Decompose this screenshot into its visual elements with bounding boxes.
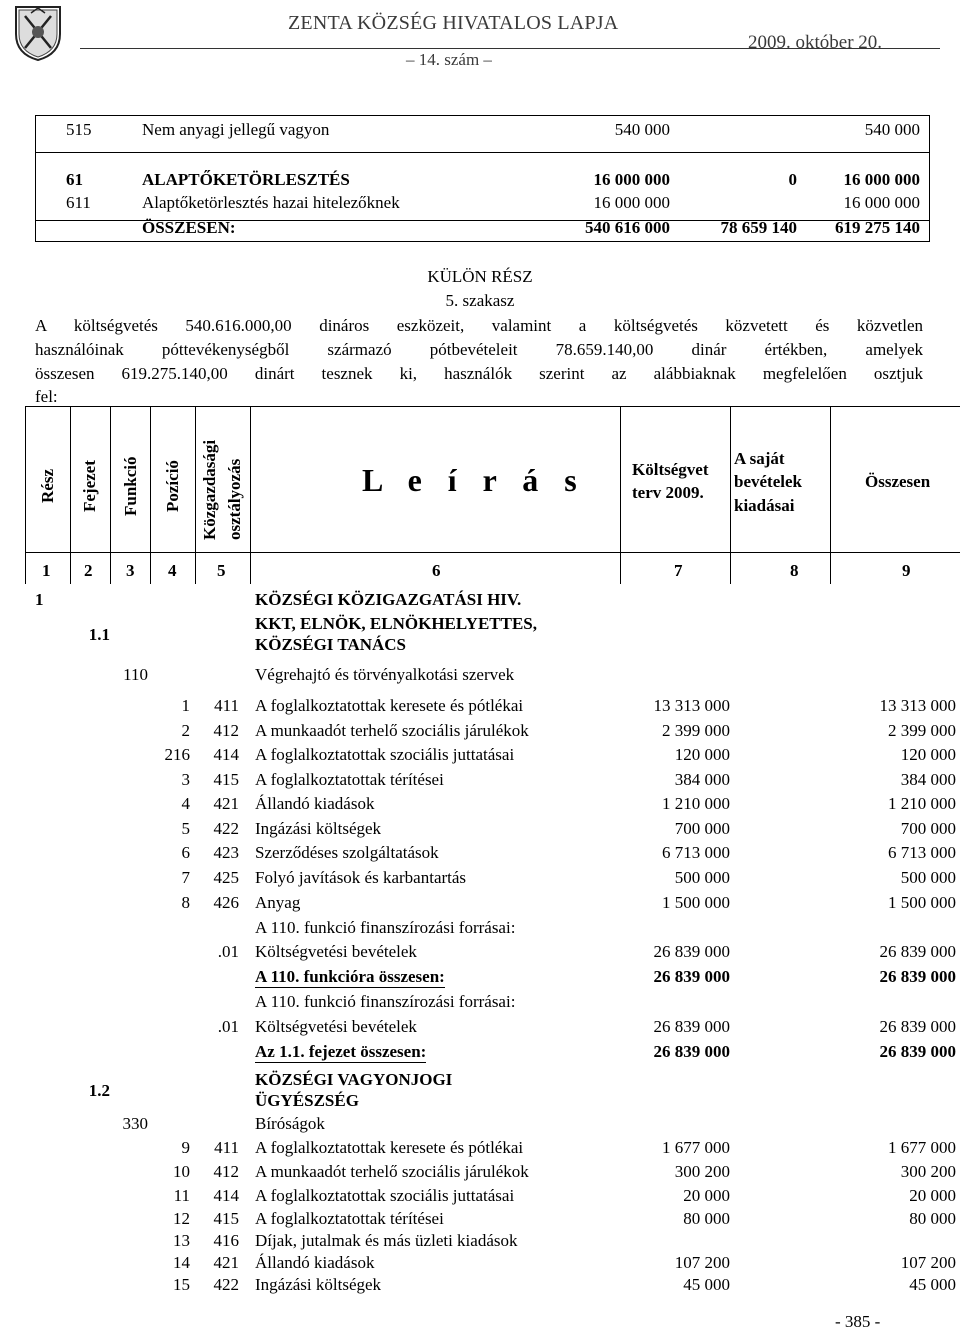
cell-plan: 45 000 — [683, 1275, 730, 1294]
cell-leiras: Állandó kiadások — [255, 794, 375, 813]
cell-total: 6 713 000 — [888, 843, 956, 862]
table-row — [0, 1231, 960, 1255]
col-header-koltsegvet-2: terv 2009. — [632, 483, 704, 502]
cell-kozgazdasagi: 411 — [214, 696, 239, 715]
table-row — [0, 819, 960, 843]
cell-leiras: Végrehajtó és törvényalkotási szervek — [255, 665, 515, 684]
cell-fejezet: 1.2 — [88, 1081, 110, 1100]
cell-plan: 700 000 — [674, 819, 730, 838]
summary-desc: Alaptőketörlesztés hazai hitelezőknek — [142, 193, 400, 212]
cell-leiras-2: KÖZSÉGI TANÁCS — [255, 635, 406, 654]
cell-pozicio: 15 — [173, 1275, 190, 1294]
cell-leiras: Költségvetési bevételek — [255, 942, 417, 961]
table-row — [0, 1253, 960, 1277]
cell-plan: 80 000 — [683, 1209, 730, 1228]
col-header-koltsegvet-1: Költségvet — [632, 460, 709, 479]
col-number-8: 8 — [790, 561, 799, 580]
cell-leiras: Állandó kiadások — [255, 1253, 375, 1272]
cell-total: 26 839 000 — [879, 967, 956, 986]
table-row — [0, 1162, 960, 1186]
cell-plan: 500 000 — [674, 868, 730, 887]
summary-plan: 540 000 — [614, 120, 670, 139]
cell-total: 1 500 000 — [888, 893, 956, 912]
cell-resz: 1 — [35, 590, 44, 609]
cell-leiras: KKT, ELNÖK, ELNÖKHELYETTES, — [255, 614, 538, 633]
cell-leiras: Költségvetési bevételek — [255, 1017, 417, 1036]
cell-plan: 300 200 — [674, 1162, 730, 1181]
col-header-sajat-3: kiadásai — [734, 496, 795, 515]
cell-pozicio: 5 — [181, 819, 190, 838]
table-row — [0, 1042, 960, 1066]
cell-total: 26 839 000 — [879, 1042, 956, 1061]
col-number-9: 9 — [902, 561, 911, 580]
cell-kozgazdasagi: 412 — [213, 1162, 239, 1181]
cell-leiras: A foglalkoztatottak keresete és pótlékai — [255, 1138, 524, 1157]
section-title: KÜLÖN RÉSZ — [427, 267, 533, 286]
cell-plan: 1 677 000 — [662, 1138, 730, 1157]
cell-plan: 26 839 000 — [653, 967, 730, 986]
cell-plan: 107 200 — [674, 1253, 730, 1272]
cell-kozgazdasagi: 421 — [213, 794, 239, 813]
cell-kozgazdasagi: 416 — [213, 1231, 239, 1250]
cell-leiras: KÖZSÉGI KÖZIGAZGATÁSI HIV. — [255, 590, 522, 609]
col-header-funkcio: Funkció — [121, 456, 140, 516]
cell-leiras: Díjak, jutalmak és más üzleti kiadások — [255, 1231, 518, 1250]
cell-kozgazdasagi: 425 — [213, 868, 239, 887]
cell-leiras: A 110. funkció finanszírozási forrásai: — [255, 918, 516, 937]
col-number-5: 5 — [217, 561, 226, 580]
cell-leiras: A munkaadót terhelő szociális járulékok — [255, 1162, 529, 1181]
cell-leiras: Ingázási költségek — [255, 1275, 382, 1294]
cell-pozicio: 11 — [173, 1186, 190, 1205]
col-header-resz: Rész — [38, 469, 57, 503]
table-row — [0, 992, 960, 1016]
table-row — [0, 745, 960, 769]
cell-total: 700 000 — [900, 819, 956, 838]
summary-code: 515 — [66, 120, 92, 139]
cell-leiras: A foglalkoztatottak szociális juttatásai — [255, 1186, 515, 1205]
table-row — [0, 868, 960, 892]
cell-kozgazdasagi: 415 — [213, 1209, 239, 1228]
cell-leiras-2: ÜGYÉSZSÉG — [255, 1091, 359, 1110]
table-row — [0, 1138, 960, 1162]
col-number-7: 7 — [674, 561, 683, 580]
cell-funkcio: 110 — [123, 665, 148, 684]
cell-leiras: Bíróságok — [255, 1114, 325, 1133]
cell-total: 107 200 — [900, 1253, 956, 1272]
table-row — [0, 614, 960, 654]
table-row — [0, 942, 960, 966]
cell-plan: 6 713 000 — [662, 843, 730, 862]
cell-total: 500 000 — [900, 868, 956, 887]
paragraph-line-4: fel: — [35, 387, 58, 406]
table-row — [0, 1275, 960, 1299]
paragraph-line-3: összesen 619.275.140,00 dinárt tesznek ki, használók szerint az alábbiaknak megfelelően osztjuk — [35, 364, 923, 383]
cell-total: 2 399 000 — [888, 721, 956, 740]
cell-plan: 26 839 000 — [653, 1017, 730, 1036]
cell-plan: 13 313 000 — [653, 696, 730, 715]
table-row — [0, 696, 960, 720]
table-row — [0, 918, 960, 942]
summary-desc: ALAPTŐKETÖRLESZTÉS — [142, 170, 350, 189]
cell-kozgazdasagi: 422 — [213, 819, 239, 838]
table-row — [0, 794, 960, 818]
col-header-osszesen: Összesen — [865, 472, 931, 491]
summary-own: 0 — [788, 170, 797, 189]
cell-kozgazdasagi: 414 — [213, 1186, 239, 1205]
cell-pozicio: 10 — [173, 1162, 190, 1181]
cell-leiras: Az 1.1. fejezet összesen: — [255, 1042, 427, 1061]
table-row — [0, 1070, 960, 1110]
cell-pozicio: 14 — [173, 1253, 190, 1272]
table-row — [0, 967, 960, 991]
cell-pozicio: 12 — [173, 1209, 190, 1228]
summary-desc: Nem anyagi jellegű vagyon — [142, 120, 330, 139]
table-row — [0, 1209, 960, 1233]
cell-kozgazdasagi: 422 — [213, 1275, 239, 1294]
cell-leiras: A foglalkoztatottak keresete és pótlékai — [255, 696, 524, 715]
col-header-pozicio: Pozíció — [163, 460, 182, 512]
summary-desc: ÖSSZESEN: — [142, 218, 236, 237]
summary-code: 611 — [66, 193, 91, 212]
issue-date: 2009. október 20. — [748, 32, 883, 53]
cell-leiras: A foglalkoztatottak szociális juttatásai — [255, 745, 515, 764]
cell-total: 300 200 — [900, 1162, 956, 1181]
cell-kozgazdasagi: .01 — [217, 942, 239, 961]
cell-total: 20 000 — [909, 1186, 956, 1205]
cell-plan: 2 399 000 — [662, 721, 730, 740]
cell-pozicio: 1 — [181, 696, 190, 715]
cell-total: 1 210 000 — [888, 794, 956, 813]
col-number-2: 2 — [84, 561, 93, 580]
cell-kozgazdasagi: .01 — [217, 1017, 239, 1036]
cell-kozgazdasagi: 421 — [213, 1253, 239, 1272]
section-subtitle: 5. szakasz — [445, 291, 515, 310]
paragraph-line-2: használóinak póttevékenységből származó pótbevételeit 78.659.140,00 dinár értékben, amelyek — [35, 340, 923, 359]
summary-total: 16 000 000 — [843, 193, 920, 212]
cell-leiras: KÖZSÉGI VAGYONJOGI — [255, 1070, 453, 1089]
cell-plan: 26 839 000 — [653, 1042, 730, 1061]
cell-total: 45 000 — [909, 1275, 956, 1294]
summary-own: 78 659 140 — [720, 218, 797, 237]
cell-plan: 1 500 000 — [662, 893, 730, 912]
summary-plan: 540 616 000 — [585, 218, 670, 237]
cell-kozgazdasagi: 414 — [213, 745, 239, 764]
col-header-osztalyozas: osztályozás — [225, 458, 244, 540]
cell-total: 384 000 — [900, 770, 956, 789]
cell-pozicio: 3 — [181, 770, 190, 789]
table-row — [0, 1186, 960, 1210]
col-number-1: 1 — [42, 561, 51, 580]
table-row — [0, 1017, 960, 1041]
col-header-leiras: L e í r á s — [362, 462, 586, 498]
col-header-fejezet: Fejezet — [80, 460, 99, 512]
cell-total: 13 313 000 — [879, 696, 956, 715]
cell-kozgazdasagi: 423 — [213, 843, 239, 862]
page-number: - 385 - — [835, 1312, 881, 1331]
summary-plan: 16 000 000 — [593, 193, 670, 212]
cell-funkcio: 330 — [122, 1114, 148, 1133]
col-header-sajat-2: bevételek — [734, 472, 802, 491]
cell-leiras: Anyag — [255, 893, 301, 912]
col-number-3: 3 — [126, 561, 135, 580]
cell-total: 80 000 — [909, 1209, 956, 1228]
header-divider — [25, 552, 960, 553]
cell-leiras: A foglalkoztatottak térítései — [255, 770, 444, 789]
cell-plan: 120 000 — [674, 745, 730, 764]
table-row — [0, 893, 960, 917]
cell-kozgazdasagi: 412 — [213, 721, 239, 740]
table-row — [0, 770, 960, 794]
col-number-4: 4 — [168, 561, 177, 580]
cell-total: 120 000 — [900, 745, 956, 764]
cell-plan: 26 839 000 — [653, 942, 730, 961]
table-row — [0, 1114, 960, 1138]
cell-total: 26 839 000 — [879, 942, 956, 961]
summary-plan: 16 000 000 — [593, 170, 670, 189]
cell-plan: 20 000 — [683, 1186, 730, 1205]
cell-fejezet: 1.1 — [88, 625, 110, 644]
cell-leiras: Szerződéses szolgáltatások — [255, 843, 439, 862]
col-header-kozgazdasagi: Közgazdasági — [200, 439, 219, 540]
cell-plan: 1 210 000 — [662, 794, 730, 813]
gazette-title: ZENTA KÖZSÉG HIVATALOS LAPJA — [288, 12, 619, 34]
cell-pozicio: 8 — [181, 893, 190, 912]
cell-leiras: A foglalkoztatottak térítései — [255, 1209, 444, 1228]
table-row — [0, 721, 960, 745]
cell-pozicio: 2 — [181, 721, 190, 740]
summary-total: 619 275 140 — [835, 218, 920, 237]
cell-leiras: Folyó javítások és karbantartás — [255, 868, 467, 887]
cell-total: 26 839 000 — [879, 1017, 956, 1036]
cell-pozicio: 9 — [181, 1138, 190, 1157]
cell-pozicio: 6 — [181, 843, 190, 862]
summary-total: 16 000 000 — [843, 170, 920, 189]
table-row — [0, 665, 960, 689]
cell-total: 1 677 000 — [888, 1138, 956, 1157]
table-row — [0, 590, 960, 614]
table-row — [0, 843, 960, 867]
cell-leiras: Ingázási költségek — [255, 819, 382, 838]
cell-pozicio: 13 — [173, 1231, 190, 1250]
issue-number: – 14. szám – — [406, 50, 492, 69]
coat-of-arms-logo — [13, 4, 63, 62]
cell-leiras: A 110. funkció finanszírozási forrásai: — [255, 992, 516, 1011]
cell-leiras: A munkaadót terhelő szociális járulékok — [255, 721, 529, 740]
col-header-sajat-1: A saját — [734, 449, 785, 468]
summary-total: 540 000 — [864, 120, 920, 139]
cell-pozicio: 7 — [181, 868, 190, 887]
cell-kozgazdasagi: 426 — [213, 893, 239, 912]
summary-code: 61 — [66, 170, 83, 189]
cell-kozgazdasagi: 415 — [213, 770, 239, 789]
col-number-6: 6 — [432, 561, 441, 580]
cell-kozgazdasagi: 411 — [214, 1138, 239, 1157]
cell-pozicio: 4 — [181, 794, 190, 813]
paragraph-line-1: A költségvetés 540.616.000,00 dináros eszközeit, valamint a költségvetés közvetett és közvetlen — [35, 316, 923, 335]
cell-pozicio: 216 — [164, 745, 190, 764]
cell-plan: 384 000 — [674, 770, 730, 789]
cell-leiras: A 110. funkcióra összesen: — [255, 967, 445, 986]
